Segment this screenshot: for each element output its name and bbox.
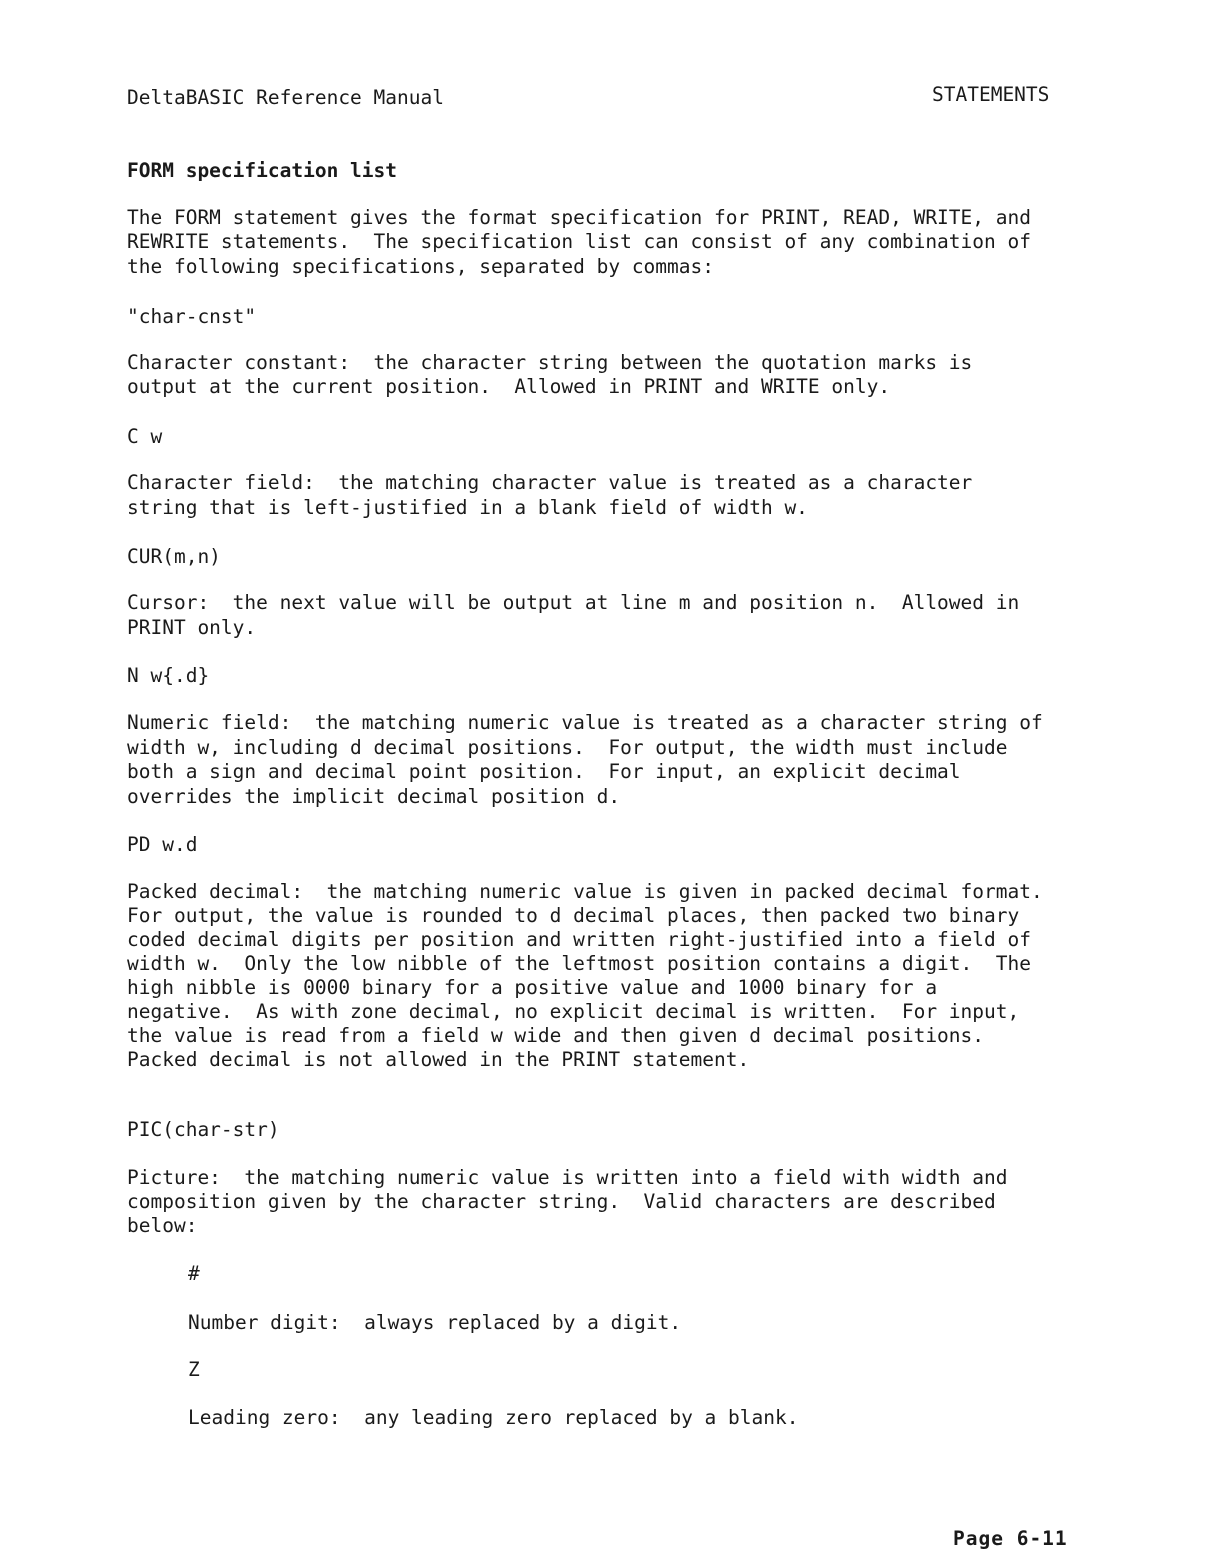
desc-line: PRINT only. [127, 616, 257, 639]
desc-line: string that is left-justified in a blank field of width w. [127, 496, 808, 519]
spec-term-cw: C w [127, 425, 163, 448]
pic-char-term-hash: # [188, 1262, 200, 1285]
desc-line: Character constant: the character string between the quotation marks is [127, 351, 973, 374]
desc-line: Packed decimal: the matching numeric value is given in packed decimal format. [127, 880, 1043, 903]
desc-line: the value is read from a field w wide and then given d decimal positions. [127, 1024, 985, 1047]
spec-term-pic: PIC(char-str) [127, 1118, 280, 1141]
desc-line: overrides the implicit decimal position d. [127, 785, 621, 808]
section-title: FORM specification list [127, 159, 398, 182]
intro-line: the following specifications, separated by commas: [127, 255, 714, 278]
desc-line: high nibble is 0000 binary for a positive value and 1000 binary for a [127, 976, 938, 999]
intro-line: REWRITE statements. The specification list can consist of any combination of [127, 230, 1031, 253]
running-header-section: STATEMENTS [932, 83, 1050, 106]
spec-term-cur: CUR(m,n) [127, 545, 221, 568]
spec-term-nw: N w{.d} [127, 664, 210, 687]
desc-line: Cursor: the next value will be output at line m and position n. Allowed in [127, 591, 1020, 614]
desc-line: coded decimal digits per position and written right-justified into a field of [127, 928, 1031, 951]
spec-term-char-cnst: "char-cnst" [127, 305, 257, 328]
desc-line: output at the current position. Allowed in PRINT and WRITE only. [127, 375, 891, 398]
desc-line: composition given by the character string. Valid characters are described [127, 1190, 996, 1213]
desc-line: negative. As with zone decimal, no explicit decimal is written. For input, [127, 1000, 1020, 1023]
spec-term-pd: PD w.d [127, 833, 198, 856]
desc-line: width w. Only the low nibble of the leftmost position contains a digit. The [127, 952, 1031, 975]
desc-line: For output, the value is rounded to d decimal places, then packed two binary [127, 904, 1020, 927]
pic-char-desc-z: Leading zero: any leading zero replaced by a blank. [188, 1406, 799, 1429]
page-number: Page 6-11 [953, 1527, 1068, 1550]
running-header-title: DeltaBASIC Reference Manual [127, 86, 444, 109]
intro-line: The FORM statement gives the format specification for PRINT, READ, WRITE, and [127, 206, 1031, 229]
desc-line: Character field: the matching character value is treated as a character [127, 471, 973, 494]
pic-char-desc-hash: Number digit: always replaced by a digit. [188, 1311, 682, 1334]
desc-line: both a sign and decimal point position. For input, an explicit decimal [127, 760, 961, 783]
desc-line: Numeric field: the matching numeric value is treated as a character string of [127, 711, 1043, 734]
desc-line: Packed decimal is not allowed in the PRINT statement. [127, 1048, 750, 1071]
pic-char-term-z: Z [188, 1358, 200, 1381]
desc-line: below: [127, 1214, 198, 1237]
desc-line: width w, including d decimal positions. For output, the width must include [127, 736, 1008, 759]
desc-line: Picture: the matching numeric value is written into a field with width and [127, 1166, 1008, 1189]
